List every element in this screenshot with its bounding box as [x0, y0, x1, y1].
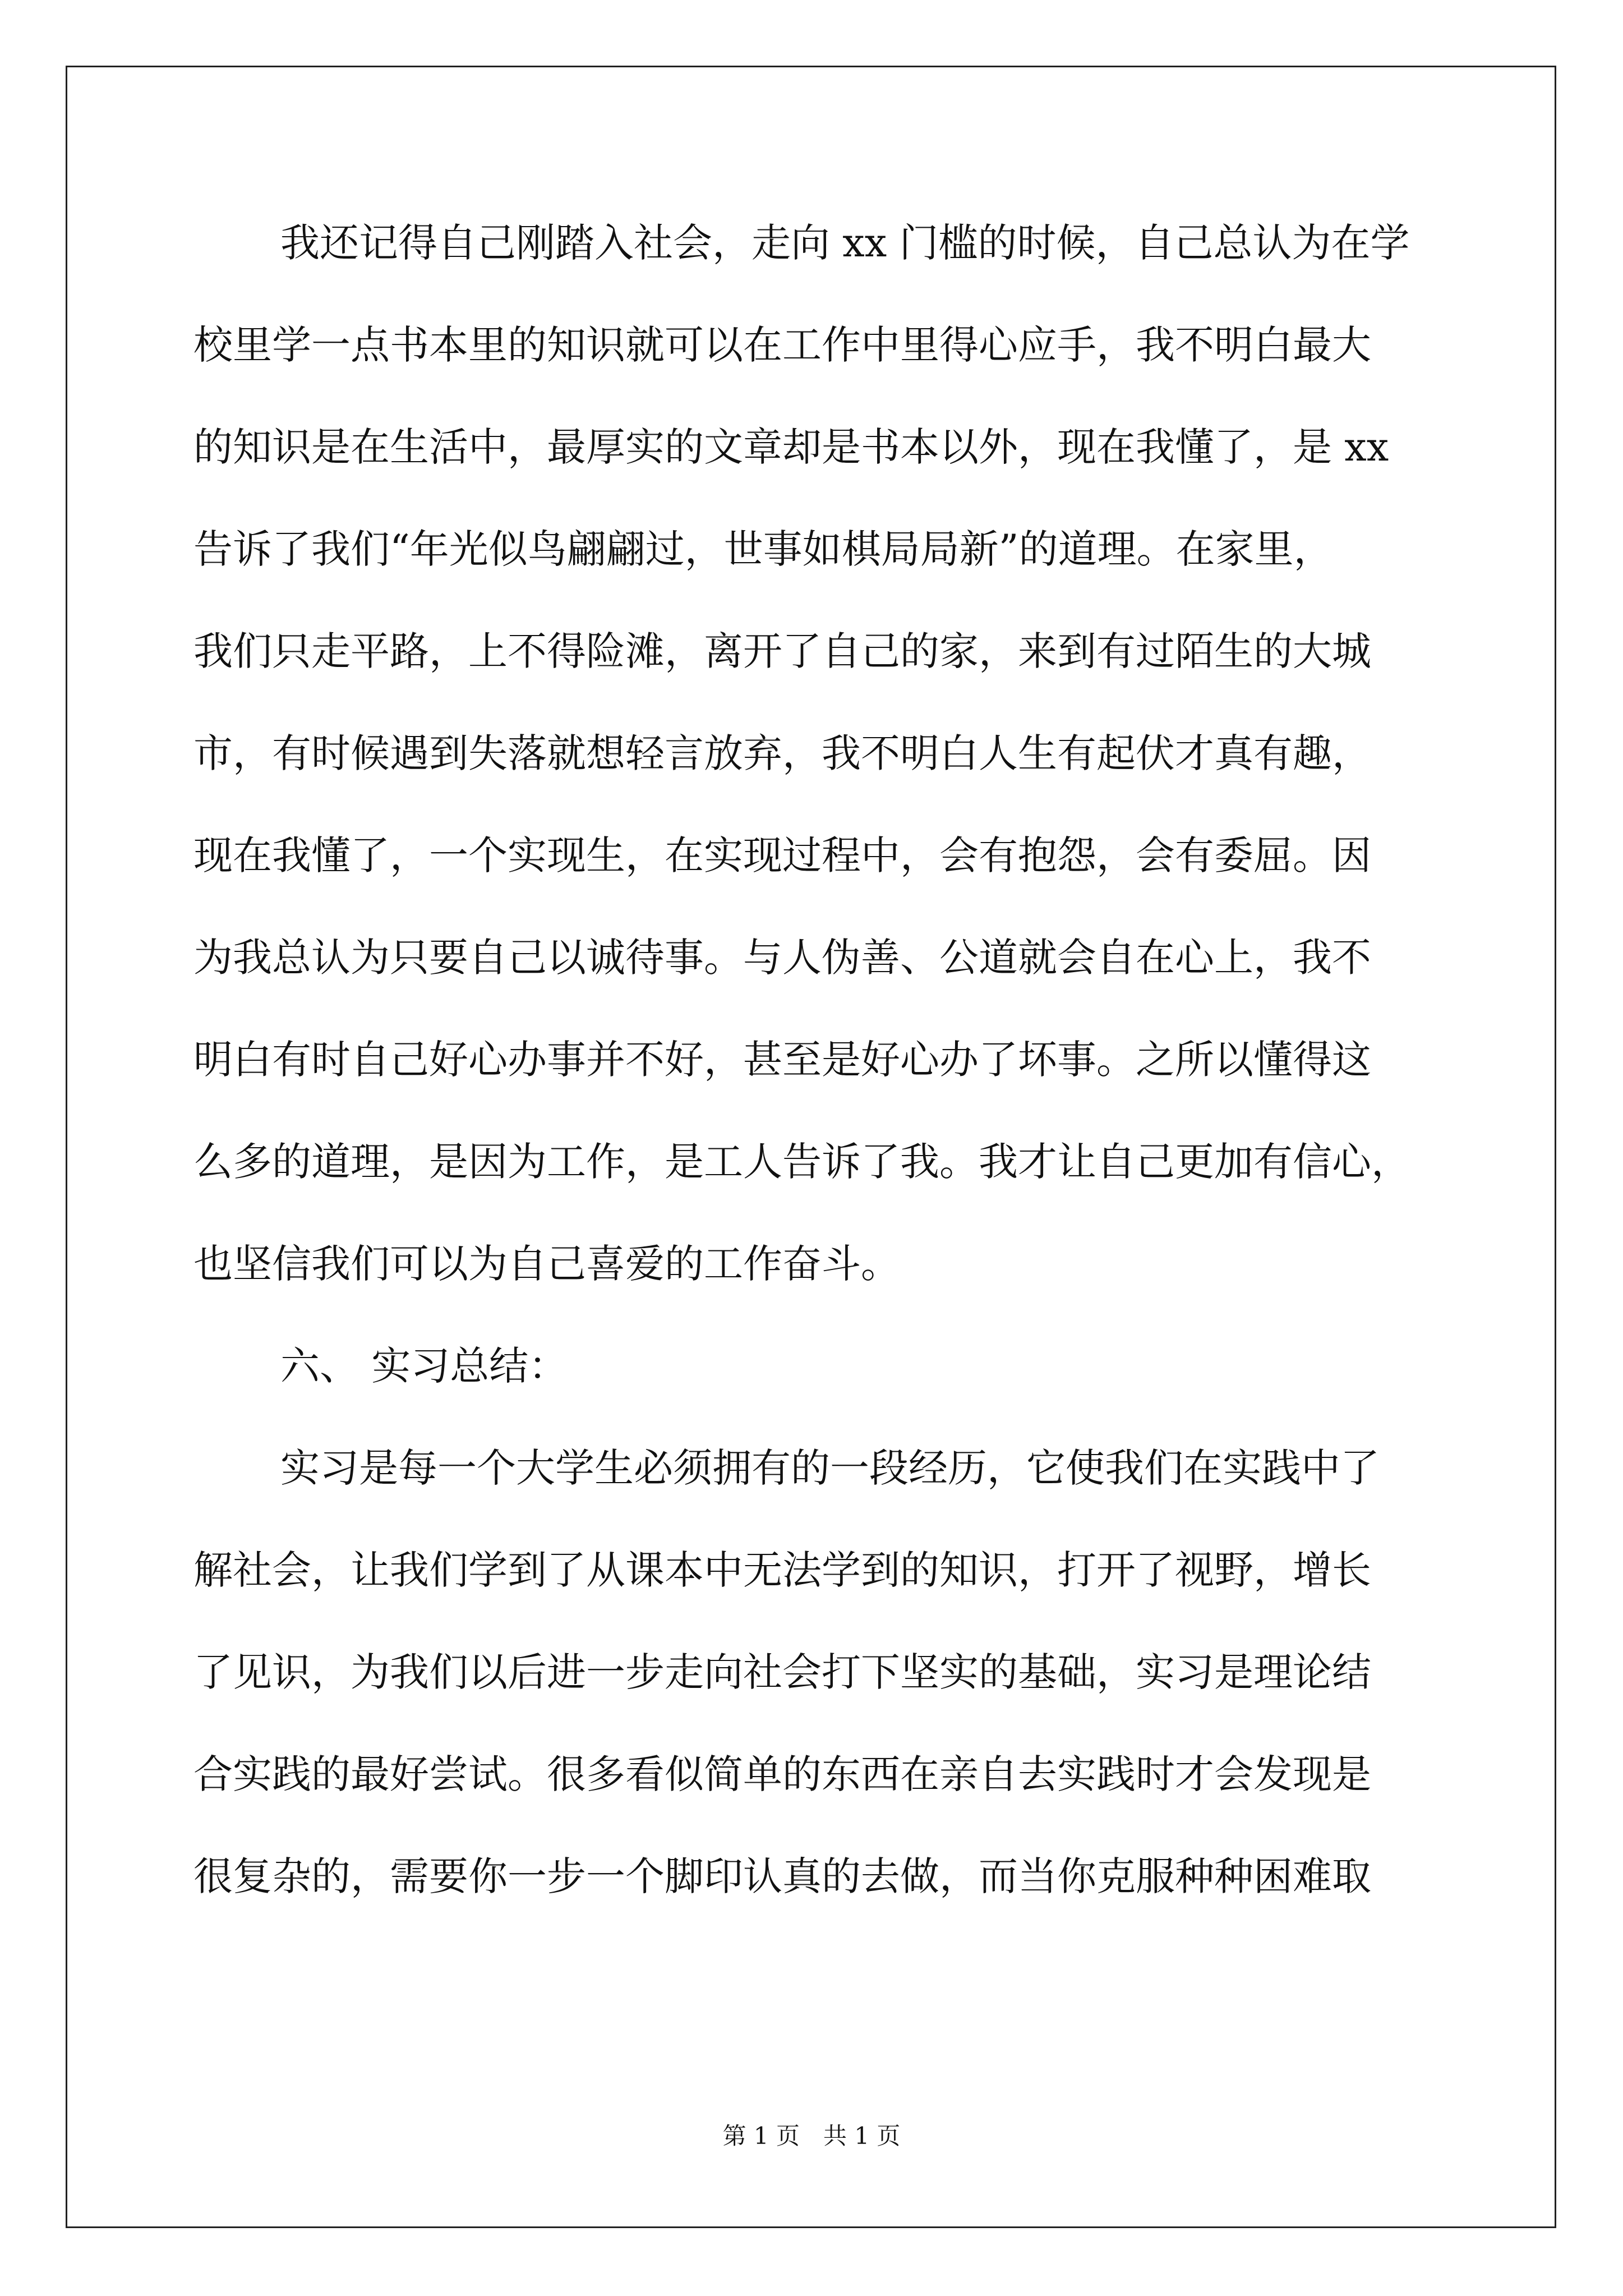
- paragraph-line: 也坚信我们可以为自己喜爱的工作奋斗。: [193, 1241, 900, 1287]
- paragraph-line: 校里学一点书本里的知识就可以在工作中里得心应手，我不明白最大: [193, 322, 1371, 368]
- paragraph-line: 我还记得自己刚踏入社会，走向 xx 门槛的时候，自己总认为在学: [280, 220, 1410, 266]
- paragraph-line: 我们只走平路，上不得险滩，离开了自己的家，来到有过陌生的大城: [193, 628, 1371, 674]
- page-number: 第 1 页: [722, 2122, 800, 2150]
- page-total: 共 1 页: [823, 2122, 901, 2150]
- paragraph-line: 解社会，让我们学到了从课本中无法学到的知识，打开了视野，增长: [193, 1547, 1371, 1593]
- paragraph-line: 合实践的最好尝试。很多看似简单的东西在亲自去实践时才会发现是: [193, 1751, 1371, 1797]
- paragraph-line: 么多的道理，是因为工作，是工人告诉了我。我才让自己更加有信心，: [193, 1139, 1410, 1185]
- paragraph-line: 明白有时自己好心办事并不好，甚至是好心办了坏事。之所以懂得这: [193, 1037, 1371, 1083]
- paragraph-line: 的知识是在生活中，最厚实的文章却是书本以外，现在我懂了，是 xx: [193, 424, 1389, 470]
- page-footer: [0, 2119, 1623, 2153]
- paragraph-line: 现在我懂了，一个实现生，在实现过程中，会有抱怨，会有委屈。因: [193, 832, 1371, 878]
- paragraph-line: 市，有时候遇到失落就想轻言放弃，我不明白人生有起伏才真有趣，: [193, 730, 1371, 776]
- document-body: [193, 215, 1450, 1950]
- paragraph-line: 很复杂的，需要你一步一个脚印认真的去做，而当你克服种种困难取: [193, 1853, 1371, 1899]
- paragraph-line: 了见识，为我们以后进一步走向社会打下坚实的基础，实习是理论结: [193, 1649, 1371, 1695]
- paragraph-line: 为我总认为只要自己以诚待事。与人伪善、公道就会自在心上，我不: [193, 935, 1371, 981]
- paragraph-line: 告诉了我们“年光似鸟翩翩过，世事如棋局局新”的道理。在家里，: [193, 526, 1333, 572]
- paragraph-line: 实习是每一个大学生必须拥有的一段经历，它使我们在实践中了: [280, 1445, 1380, 1491]
- section-heading: 六、 实习总结：: [280, 1343, 568, 1389]
